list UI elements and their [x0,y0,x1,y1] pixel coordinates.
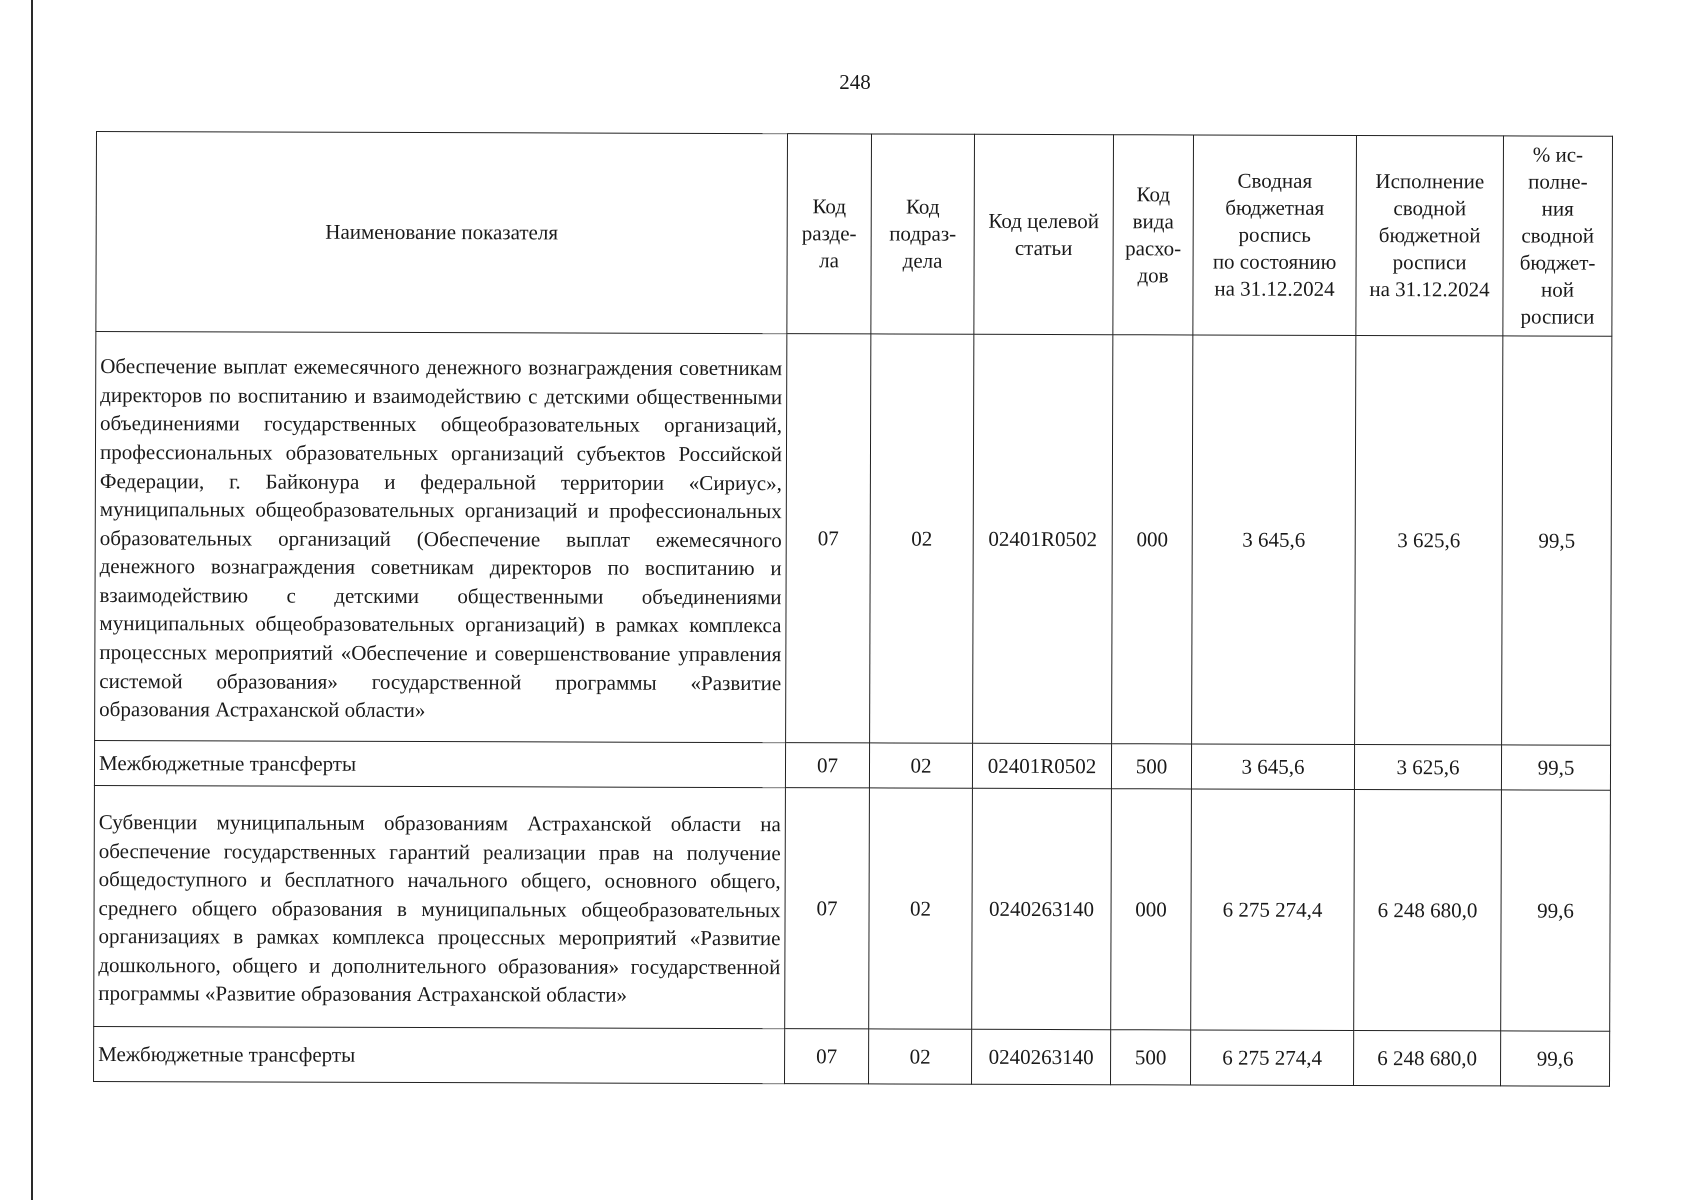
row-target-code: 0240263140 [972,788,1112,1029]
row-section-code: 07 [786,334,871,743]
table-row [94,740,1610,790]
header-section-code: Код разде- ла [787,134,872,334]
row-actual-value: 3 625,6 [1355,335,1503,744]
row-name: Межбюджетные трансферты [94,1026,785,1083]
row-percent-value: 99,5 [1501,745,1610,790]
row-expense-type-code: 000 [1111,789,1192,1030]
header-target-code: Код целевой статьи [974,134,1114,334]
page-number-text: 248 [839,70,871,94]
table-row [95,332,1612,746]
row-percent-value: 99,6 [1501,790,1611,1031]
row-subsection-code: 02 [869,788,973,1029]
page-number [0,70,1696,95]
row-expense-type-code: 500 [1111,1030,1191,1085]
budget-table [93,131,1613,1087]
scan-edge-line [31,0,33,1200]
row-section-code: 07 [785,1029,869,1084]
row-actual-value: 6 248 680,0 [1354,1030,1501,1085]
row-section-code: 07 [785,743,869,788]
row-name: Обеспечение выплат ежемесячного денежного вознаграждения советникам директоров по воспитанию и взаимодействию с детскими общественными объединениями государственных общеобразовательных организаций, профессиональных образовательных организаций субъектов Российской Федерации, г. Байконура и федеральной территории «Сириус», муниципальных общеобразовательных организаций и профессиональных образовательных организаций (Обеспечение выплат ежемесячного денежного вознаграждения советникам директоров по воспитанию и взаимодействию с детскими общественными объединениями муниципальных общеобразовательных организаций) в рамках комплекса процессных мероприятий «Обеспечение и совершенствование управления системой образования» государственной программы «Развитие образования Астраханской области» [95,332,787,743]
header-actual: Исполнение сводной бюджетной росписи на 31.12.2024 [1356,135,1504,335]
row-name: Межбюджетные трансферты [94,740,785,787]
row-plan-value: 6 275 274,4 [1191,1030,1354,1086]
header-expense-type-code: Код вида расхо- дов [1113,135,1194,335]
row-target-code: 02401R0502 [973,334,1113,743]
row-subsection-code: 02 [869,1029,972,1084]
row-plan-value: 6 275 274,4 [1191,789,1355,1031]
row-percent-value: 99,6 [1501,1031,1610,1086]
header-name: Наименование показателя [96,132,788,334]
row-plan-value: 3 645,6 [1192,335,1356,745]
row-actual-value: 6 248 680,0 [1354,789,1502,1030]
row-subsection-code: 02 [870,334,974,743]
table-row [94,1026,1610,1086]
row-percent-value: 99,5 [1502,336,1612,745]
row-expense-type-code: 000 [1112,335,1193,744]
header-percent: % ис- полне- ния сводной бюджет- ной росписи [1503,136,1613,336]
row-target-code: 02401R0502 [972,743,1111,788]
row-plan-value: 3 645,6 [1191,744,1354,790]
row-subsection-code: 02 [869,743,972,788]
header-plan: Сводная бюджетная роспись по состоянию на 31.12.2024 [1193,135,1357,336]
row-name: Субвенции муниципальным образованиям Астраханской области на обеспечение государственных гарантий реализации прав на получение общедоступного и бесплатного начального общего, основного общего, среднего общего образования в муниципальных общеобразовательных организациях в рамках комплекса процессных мероприятий «Развитие дошкольного, общего и дополнительного образования» государственной программы «Развитие образования Астраханской области» [94,785,786,1028]
row-expense-type-code: 500 [1111,744,1191,789]
header-subsection-code: Код подраз- дела [871,134,975,334]
row-section-code: 07 [785,788,870,1029]
table-header-row [96,132,1613,337]
row-target-code: 0240263140 [972,1029,1111,1084]
table-row [94,785,1611,1031]
row-actual-value: 3 625,6 [1354,744,1501,789]
